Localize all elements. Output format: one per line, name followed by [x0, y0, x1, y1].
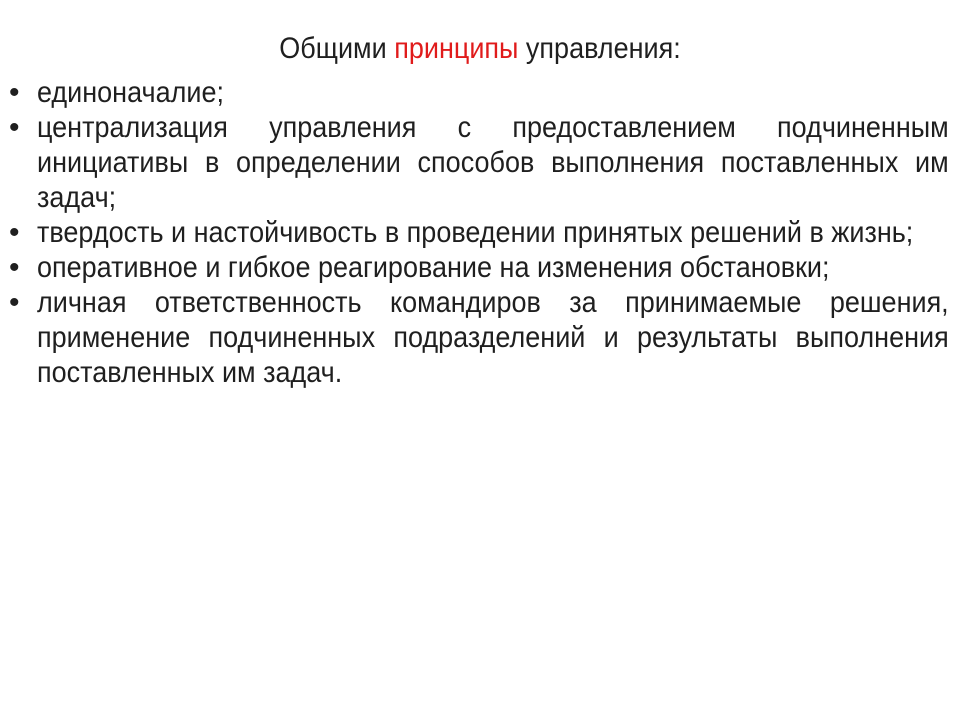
bullet-icon: •	[9, 76, 20, 109]
list-item	[0, 215, 960, 250]
list-item-text: оперативное и гибкое реагирование на изменения обстановки;	[37, 251, 830, 284]
list-item	[0, 285, 960, 390]
list-item	[0, 110, 960, 215]
list-item-text: централизация управления с предоставлением подчиненным инициативы в определении способов выполнения поставленных им задач;	[37, 111, 949, 214]
title-suffix: управления:	[518, 32, 681, 65]
list-item	[0, 250, 960, 285]
list-item-text: твердость и настойчивость в проведении принятых решений в жизнь;	[37, 216, 914, 249]
bullet-icon: •	[9, 111, 20, 144]
bullet-icon: •	[9, 251, 20, 284]
list-item-text: единоначалие;	[37, 76, 224, 109]
list-item	[0, 75, 960, 110]
title-prefix: Общими	[279, 32, 395, 65]
slide-title	[48, 31, 912, 67]
bullet-icon: •	[9, 286, 20, 319]
bullet-icon: •	[9, 216, 20, 249]
principles-list	[0, 75, 960, 390]
title-accent-word: принципы	[394, 32, 519, 65]
list-item-text: личная ответственность командиров за принимаемые решения, применение подчиненных подразделений и результаты выполнения поставленных им задач.	[37, 286, 949, 389]
